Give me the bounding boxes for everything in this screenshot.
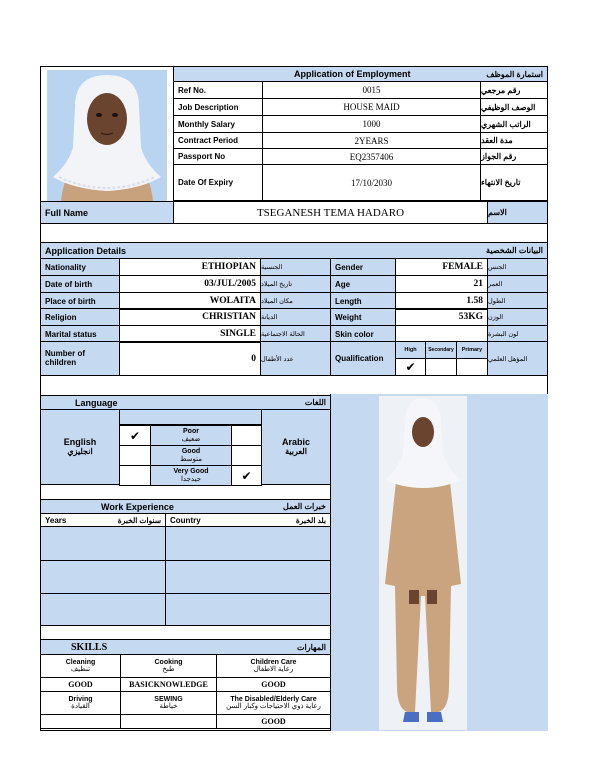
detail-left-label-ar-4: الحالة الاجتماعية bbox=[260, 325, 331, 343]
arabic-level-checkbox-2[interactable]: ✔ bbox=[231, 465, 262, 486]
skill-row2-en-0: Driving bbox=[68, 695, 93, 703]
skill-row2-value-0 bbox=[40, 714, 121, 729]
header-label-ar-0: رقم مرجعي bbox=[480, 81, 548, 99]
language-header bbox=[40, 395, 331, 410]
work-row-3-country bbox=[165, 593, 331, 626]
language-level-1 bbox=[150, 445, 232, 466]
children-label-line2: children bbox=[45, 357, 77, 367]
header-label-ar-2: الراتب الشهري bbox=[480, 115, 548, 133]
skill-row2-ar-2: رعاية ذوي الاحتياجات وكبار السن bbox=[226, 703, 321, 710]
detail-left-label-3: Religion bbox=[40, 308, 120, 326]
skill-row1-label-1 bbox=[120, 654, 217, 678]
skill-row2-label-0 bbox=[40, 691, 121, 715]
work-country-label-ar: بلد الخبرة bbox=[295, 515, 326, 525]
english-level-checkbox-1[interactable] bbox=[119, 445, 151, 466]
skill-row2-label-2 bbox=[216, 691, 331, 715]
detail-right-label-4: Skin color bbox=[330, 325, 396, 343]
full-body-photo bbox=[379, 396, 467, 730]
qual-high-label: High bbox=[395, 341, 426, 359]
detail-right-value-1: 21 bbox=[395, 275, 488, 293]
application-title: Application of Employment bbox=[294, 69, 411, 79]
skill-row1-value-2: GOOD bbox=[216, 677, 331, 692]
skill-row1-en-0: Cleaning bbox=[65, 658, 96, 666]
header-value-1: HOUSE MAID bbox=[262, 98, 481, 116]
qual-secondary-label: Secondary bbox=[425, 341, 457, 359]
skill-row2-value-1 bbox=[120, 714, 217, 729]
detail-left-label-ar-1: تاريخ الميلاد bbox=[260, 275, 331, 293]
qual-secondary-checkbox[interactable] bbox=[425, 358, 457, 376]
skill-row1-en-2: Children Care bbox=[250, 658, 297, 666]
detail-left-label-ar-3: الديانة bbox=[260, 308, 331, 326]
work-row-2-years bbox=[40, 560, 166, 594]
header-label-5: Date Of Expiry bbox=[173, 164, 263, 201]
skill-row1-label-0 bbox=[40, 654, 121, 678]
skill-row2-label-1 bbox=[120, 691, 217, 715]
skills-header bbox=[40, 639, 331, 655]
header-label-ar-4: رقم الجواز bbox=[480, 148, 548, 165]
detail-left-label-0: Nationality bbox=[40, 258, 120, 276]
detail-left-label-ar-2: مكان الميلاد bbox=[260, 292, 331, 310]
language-level-ar-1: متوسط bbox=[180, 455, 202, 463]
detail-left-label-ar-0: الجنسية bbox=[260, 258, 331, 276]
header-value-2: 1000 bbox=[262, 115, 481, 133]
detail-left-value-0: ETHIOPIAN bbox=[119, 258, 261, 276]
qual-primary-label: Primary bbox=[456, 341, 488, 359]
qualification-label-ar: المؤهل العلمي bbox=[487, 341, 548, 376]
language-level-en-1: Good bbox=[181, 448, 201, 456]
skill-row1-value-1: BASICKNOWLEDGE bbox=[120, 677, 217, 692]
skill-row1-ar-2: رعاية الاطفال bbox=[253, 666, 294, 673]
detail-right-value-0: FEMALE bbox=[395, 258, 488, 276]
children-label-line1: Number of bbox=[45, 349, 85, 359]
language-title: Language bbox=[75, 397, 118, 408]
arabic-ar: العربية bbox=[285, 446, 307, 456]
qualification-label: Qualification bbox=[330, 341, 396, 376]
language-level-ar-2: جيدجدا bbox=[180, 475, 202, 483]
detail-right-label-ar-3: الوزن bbox=[487, 308, 548, 326]
detail-left-label-4: Marital status bbox=[40, 325, 120, 343]
skill-row1-en-1: Cooking bbox=[154, 658, 183, 666]
work-title-ar: خبرات العمل bbox=[283, 502, 326, 511]
work-years-label-ar: سنوات الخبرة bbox=[117, 515, 161, 525]
detail-right-value-3: 53KG bbox=[395, 308, 488, 326]
detail-right-label-0: Gender bbox=[330, 258, 396, 276]
english-ar: انجليزي bbox=[67, 446, 93, 456]
full-name-label: Full Name bbox=[40, 201, 174, 224]
detail-right-label-ar-2: الطول bbox=[487, 292, 548, 310]
work-years-label: Years bbox=[45, 515, 67, 525]
header-label-ar-5: تاريخ الانتهاء bbox=[480, 164, 548, 201]
detail-left-value-4: SINGLE bbox=[119, 325, 261, 343]
detail-left-value-2: WOLAITA bbox=[119, 292, 261, 310]
full-name-value: TSEGANESH TEMA HADARO bbox=[173, 201, 488, 224]
work-row-1-country bbox=[165, 526, 331, 561]
qual-high-checkbox[interactable]: ✔ bbox=[395, 358, 426, 376]
detail-right-label-1: Age bbox=[330, 275, 396, 293]
language-level-2 bbox=[150, 465, 232, 486]
arabic-level-checkbox-0[interactable] bbox=[231, 425, 262, 446]
header-label-ar-3: مدة العقد bbox=[480, 132, 548, 149]
skill-row2-ar-1: خياطة bbox=[159, 703, 178, 710]
arabic-level-checkbox-1[interactable] bbox=[231, 445, 262, 466]
work-title: Work Experience bbox=[101, 501, 174, 512]
detail-right-label-ar-0: الجنس bbox=[487, 258, 548, 276]
details-header bbox=[40, 242, 548, 259]
header-label-2: Monthly Salary bbox=[173, 115, 263, 133]
header-label-0: Ref No. bbox=[173, 81, 263, 99]
header-label-4: Passport No bbox=[173, 148, 263, 165]
application-title-ar: استمارة الموظف bbox=[486, 69, 543, 79]
language-level-en-0: Poor bbox=[183, 428, 199, 436]
skill-row1-ar-0: تنظيف bbox=[70, 666, 91, 673]
header-label-1: Job Description bbox=[173, 98, 263, 116]
header-title-bar bbox=[173, 66, 548, 82]
english-en: English bbox=[63, 437, 97, 448]
detail-left-label-2: Place of birth bbox=[40, 292, 120, 310]
detail-left-value-3: CHRISTIAN bbox=[119, 308, 261, 326]
children-label-ar: عدد الأطفال bbox=[260, 341, 331, 376]
children-value: 0 bbox=[119, 341, 261, 376]
header-label-ar-1: الوصف الوظيفي bbox=[480, 98, 548, 116]
arabic-label bbox=[261, 409, 331, 485]
skill-row2-value-2: GOOD bbox=[216, 714, 331, 729]
children-label bbox=[40, 341, 120, 376]
work-row-2-country bbox=[165, 560, 331, 594]
language-level-en-2: Very Good bbox=[173, 468, 209, 476]
header-value-0: 0015 bbox=[262, 81, 481, 99]
work-years-header bbox=[40, 513, 166, 527]
skill-row2-en-2: The Disabled/Elderly Care bbox=[230, 695, 317, 703]
language-title-ar: اللغات bbox=[304, 398, 326, 407]
work-country-label: Country bbox=[170, 515, 201, 525]
language-level-ar-0: ضعيف bbox=[181, 435, 201, 443]
language-level-0 bbox=[150, 425, 232, 446]
detail-right-label-ar-4: لون البشرة bbox=[487, 325, 548, 343]
skill-row2-en-1: SEWING bbox=[154, 695, 183, 703]
header-label-3: Contract Period bbox=[173, 132, 263, 149]
detail-left-label-1: Date of birth bbox=[40, 275, 120, 293]
detail-right-label-2: Length bbox=[330, 292, 396, 310]
skill-row2-ar-0: القيادة bbox=[71, 703, 90, 710]
header-value-4: EQ2357406 bbox=[262, 148, 481, 165]
work-header bbox=[40, 499, 331, 514]
details-title: Application Details bbox=[45, 245, 127, 256]
skill-row1-value-0: GOOD bbox=[40, 677, 121, 692]
work-row-1-years bbox=[40, 526, 166, 561]
english-label bbox=[40, 409, 120, 485]
details-title-ar: البيانات الشخصية bbox=[486, 246, 543, 255]
work-country-header bbox=[165, 513, 331, 527]
arabic-en: Arabic bbox=[281, 437, 310, 448]
detail-right-label-3: Weight bbox=[330, 308, 396, 326]
qual-primary-checkbox[interactable] bbox=[456, 358, 488, 376]
detail-right-label-ar-1: العمر bbox=[487, 275, 548, 293]
english-level-checkbox-0[interactable]: ✔ bbox=[119, 425, 151, 446]
skill-row1-ar-1: طبخ bbox=[162, 666, 175, 673]
detail-right-value-2: 1.58 bbox=[395, 292, 488, 310]
header-value-3: 2YEARS bbox=[262, 132, 481, 149]
portrait-photo bbox=[41, 67, 173, 201]
work-row-3-years bbox=[40, 593, 166, 626]
skill-row1-label-2 bbox=[216, 654, 331, 678]
detail-left-value-1: 03/JUL/2005 bbox=[119, 275, 261, 293]
full-name-label-ar: الاسم bbox=[487, 201, 548, 224]
english-level-checkbox-2[interactable] bbox=[119, 465, 151, 486]
skills-title: SKILLS bbox=[71, 641, 108, 653]
skills-title-ar: المهارات bbox=[296, 642, 326, 652]
header-value-5: 17/10/2030 bbox=[262, 164, 481, 201]
